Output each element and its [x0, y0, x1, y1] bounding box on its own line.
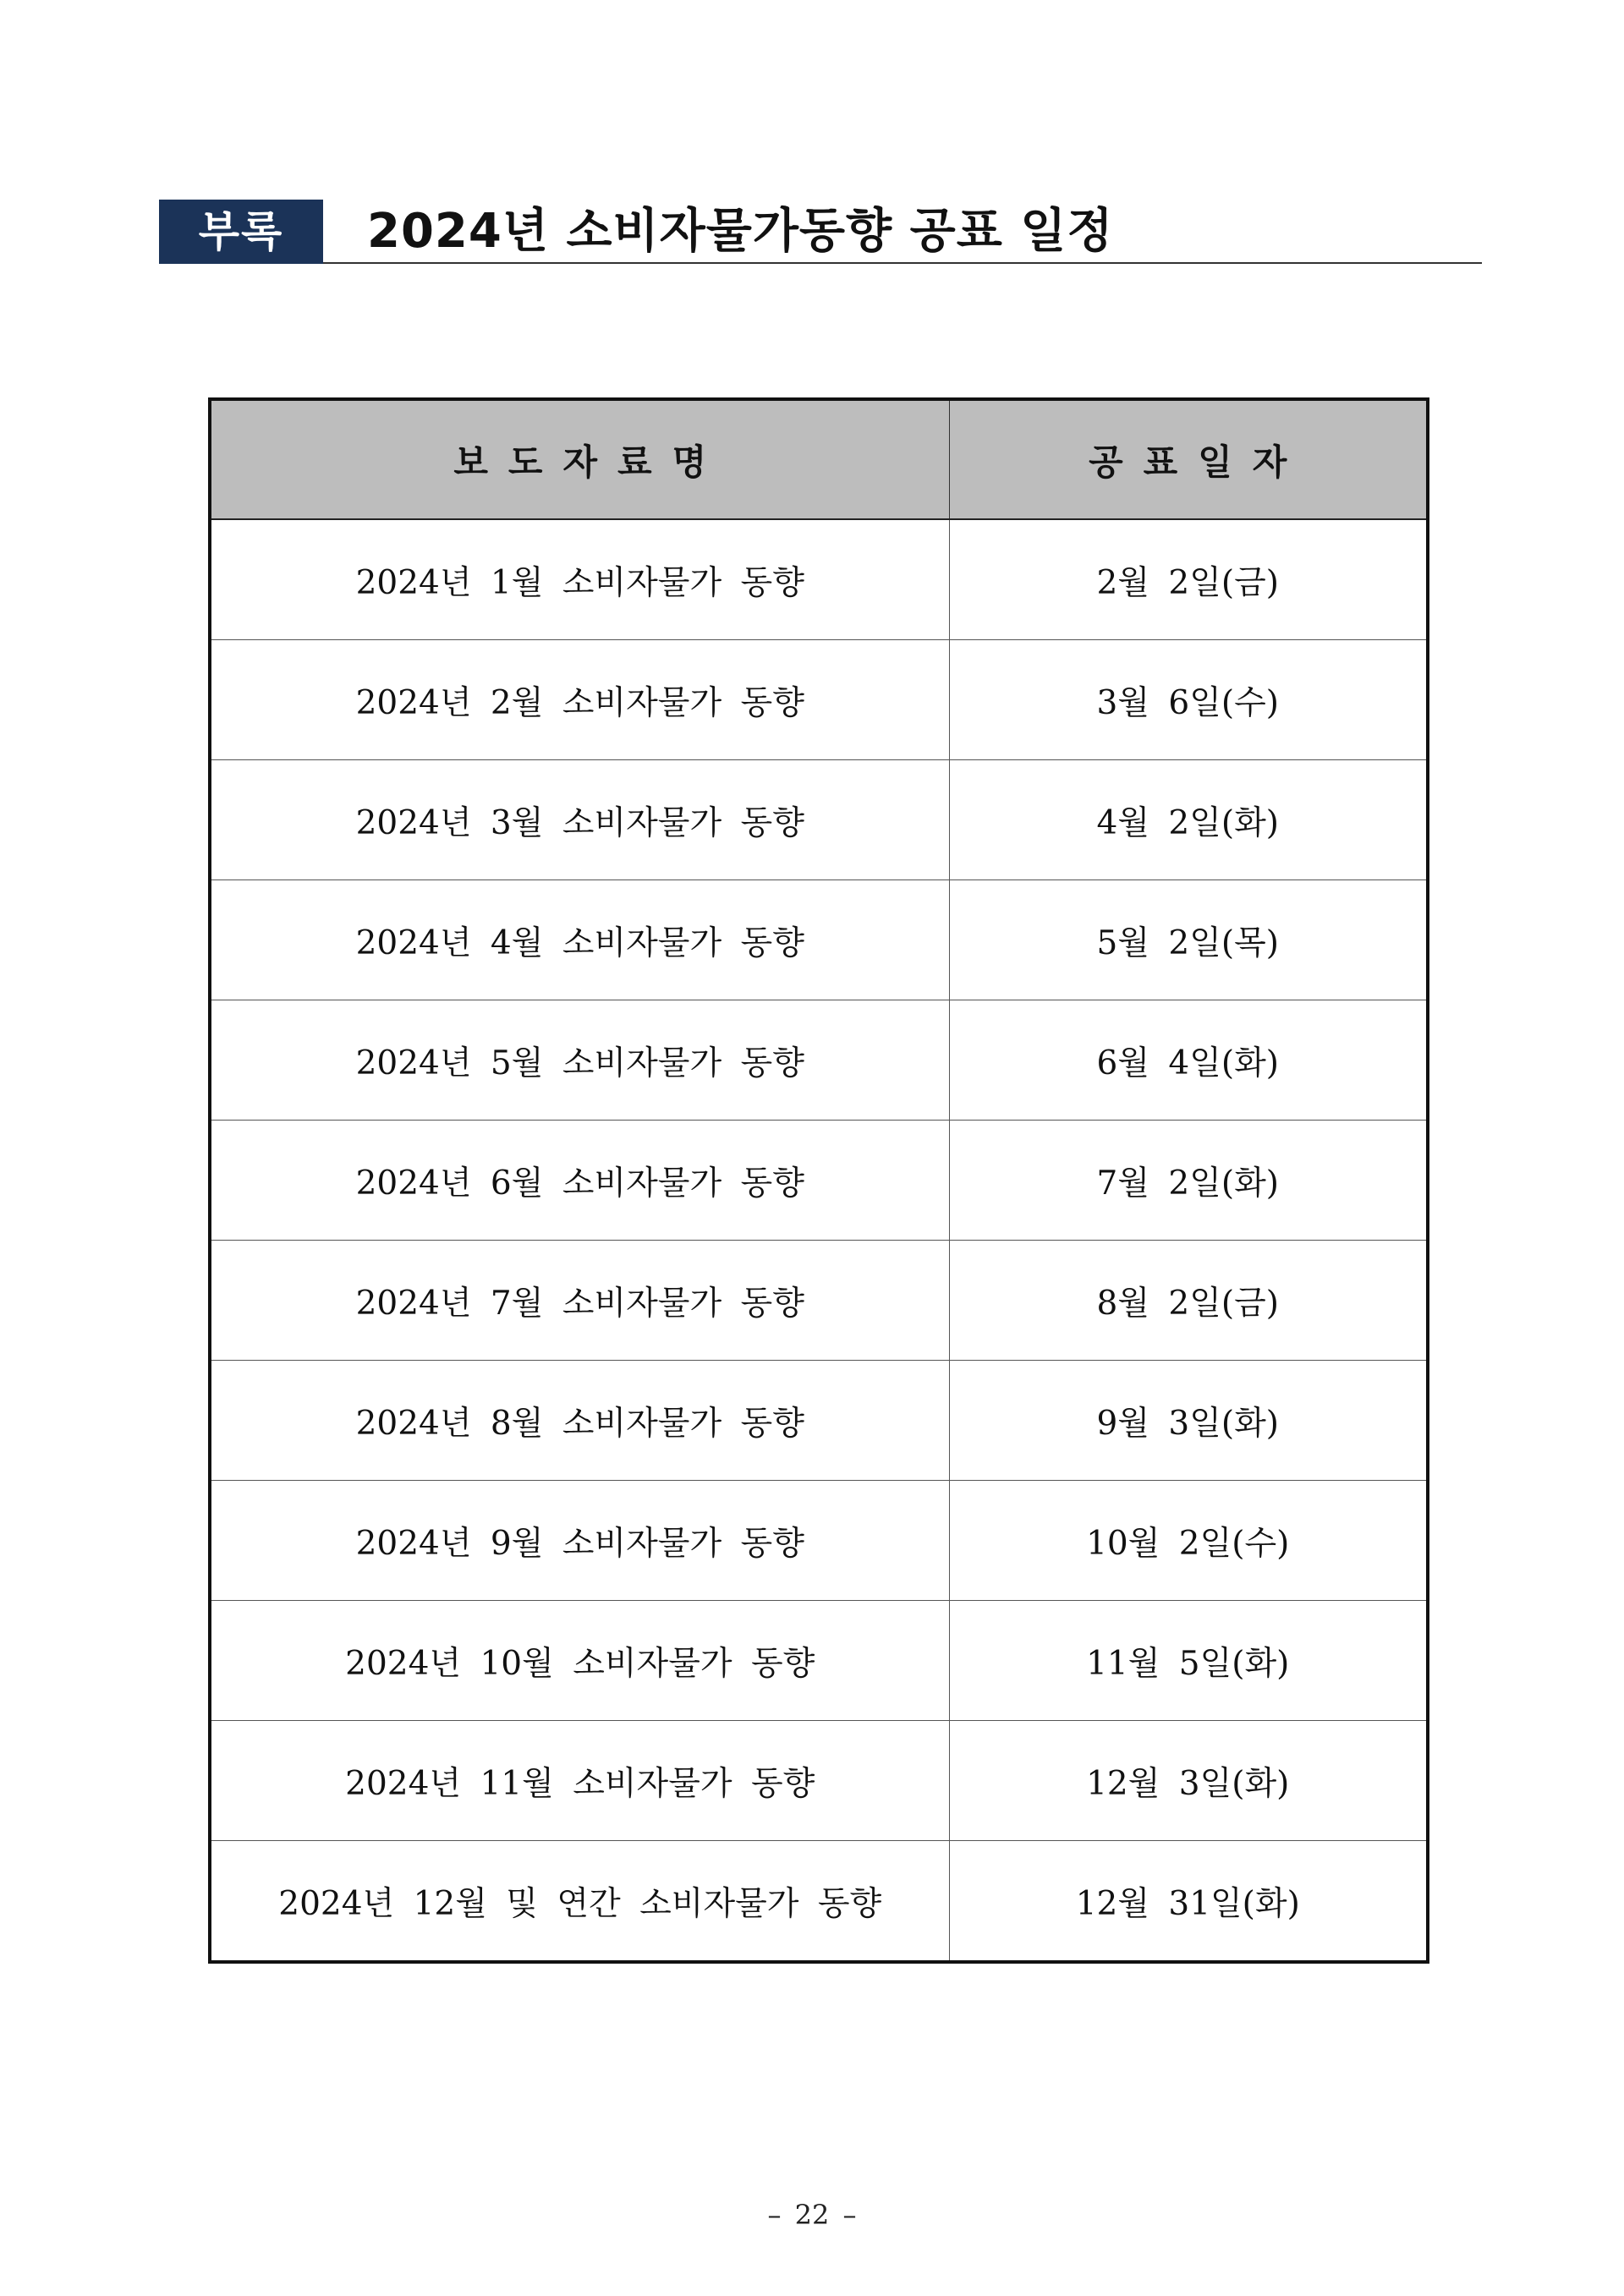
column-header-release-name: 보도자료명: [210, 399, 949, 519]
release-name-cell: 2024년 4월 소비자물가 동향: [210, 880, 949, 1000]
release-schedule-table: [208, 397, 1429, 1964]
release-name-cell: 2024년 11월 소비자물가 동향: [210, 1721, 949, 1841]
page-title: 2024년 소비자물가동향 공표 일정: [367, 204, 1114, 259]
appendix-header: [159, 200, 1482, 264]
title-underline: [323, 262, 1482, 264]
release-name-cell: 2024년 1월 소비자물가 동향: [210, 519, 949, 640]
release-name-cell: 2024년 5월 소비자물가 동향: [210, 1000, 949, 1121]
column-header-release-date: 공표일자: [949, 399, 1428, 519]
release-date-cell: 6월 4일(화): [949, 1000, 1428, 1121]
release-date-cell: 8월 2일(금): [949, 1241, 1428, 1361]
release-date-cell: 9월 3일(화): [949, 1361, 1428, 1481]
table-row: [210, 1481, 1428, 1601]
release-date-cell: 11월 5일(화): [949, 1601, 1428, 1721]
release-date-cell: 10월 2일(수): [949, 1481, 1428, 1601]
table-row: [210, 1000, 1428, 1121]
table-row: [210, 640, 1428, 760]
release-name-cell: 2024년 2월 소비자물가 동향: [210, 640, 949, 760]
table-row: [210, 1241, 1428, 1361]
release-name-cell: 2024년 8월 소비자물가 동향: [210, 1361, 949, 1481]
release-name-cell: 2024년 10월 소비자물가 동향: [210, 1601, 949, 1721]
table-row: [210, 880, 1428, 1000]
table-row: [210, 519, 1428, 640]
release-date-cell: 2월 2일(금): [949, 519, 1428, 640]
appendix-badge: 부록: [159, 200, 323, 264]
release-date-cell: 12월 3일(화): [949, 1721, 1428, 1841]
table-header-row: [210, 399, 1428, 519]
table-row: [210, 1121, 1428, 1241]
release-date-cell: 12월 31일(화): [949, 1841, 1428, 1963]
release-name-cell: 2024년 12월 및 연간 소비자물가 동향: [210, 1841, 949, 1963]
table-row: [210, 760, 1428, 880]
table-row: [210, 1361, 1428, 1481]
release-date-cell: 7월 2일(화): [949, 1121, 1428, 1241]
release-name-cell: 2024년 3월 소비자물가 동향: [210, 760, 949, 880]
release-date-cell: 3월 6일(수): [949, 640, 1428, 760]
table-row: [210, 1841, 1428, 1963]
release-date-cell: 5월 2일(목): [949, 880, 1428, 1000]
release-name-cell: 2024년 7월 소비자물가 동향: [210, 1241, 949, 1361]
release-name-cell: 2024년 9월 소비자물가 동향: [210, 1481, 949, 1601]
page-number: – 22 –: [767, 2199, 857, 2231]
table-row: [210, 1721, 1428, 1841]
table-row: [210, 1601, 1428, 1721]
release-date-cell: 4월 2일(화): [949, 760, 1428, 880]
release-name-cell: 2024년 6월 소비자물가 동향: [210, 1121, 949, 1241]
